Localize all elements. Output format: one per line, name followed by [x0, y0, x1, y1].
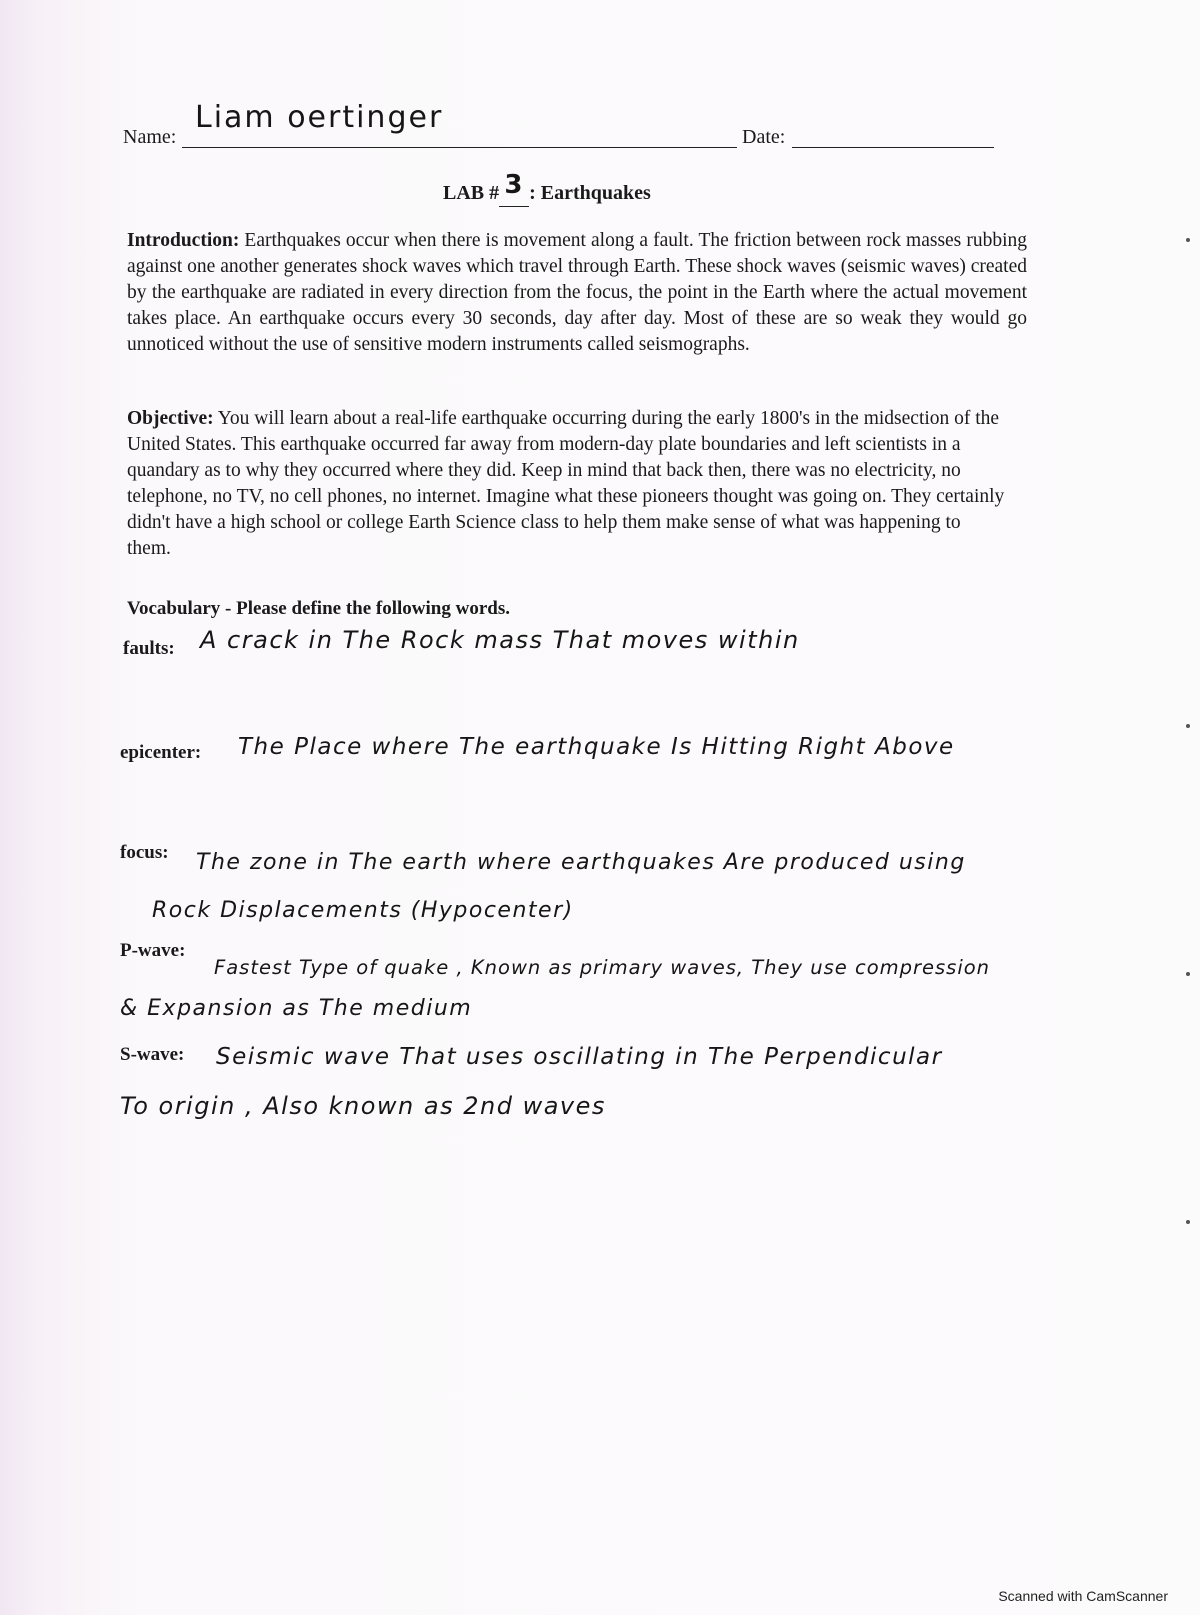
name-line [182, 147, 737, 148]
student-name: Liam oertinger [195, 100, 444, 135]
scan-speck [1186, 238, 1190, 242]
date-label: Date: [742, 126, 786, 148]
lab-suffix: : Earthquakes [529, 182, 651, 204]
objective-paragraph [127, 406, 1007, 562]
scan-speck [1186, 972, 1190, 976]
vocabulary-title: Vocabulary - Please define the following words. [127, 598, 510, 619]
answer-faults-line-1: A crack in The Rock mass That moves within [200, 626, 800, 654]
introduction-paragraph [127, 228, 1027, 358]
answer-focus-line-1: The zone in The earth where earthquakes Are produced using [196, 850, 966, 875]
answer-p-wave-line-1: Fastest Type of quake , Known as primary waves, They use compression [214, 956, 991, 979]
lab-prefix: LAB # [443, 182, 500, 204]
camscanner-watermark: Scanned with CamScanner [998, 1588, 1168, 1604]
name-label: Name: [123, 126, 177, 148]
objective-text: You will learn about a real-life earthquake occurring during the early 1800's in the midsection of the United States. This earthquake occurred far away from modern-day plate boundaries and left scientists in a quandary as to why they occurred where they did. Keep in mind that back then, there was no electricity, no telephone, no TV, no cell phones, no internet. Imagine what these pioneers thought was going on. They certainly didn't have a high school or college Earth Science class to help them make sense of what was happening to them. [127, 408, 1005, 559]
date-line [792, 147, 994, 148]
term-epicenter: epicenter: [120, 742, 202, 763]
answer-epicenter-line-1: The Place where The earthquake Is Hitting Right Above [238, 734, 955, 760]
objective-heading: Objective: [127, 408, 214, 429]
lab-number: 3 [504, 170, 524, 200]
term-focus: focus: [120, 842, 169, 863]
term-p-wave: P-wave: [120, 940, 186, 961]
term-faults: faults: [123, 638, 175, 659]
answer-p-wave-line-2: & Expansion as The medium [120, 996, 473, 1021]
answer-s-wave-line-2: To origin , Also known as 2nd waves [120, 1092, 606, 1120]
lab-number-blank [499, 170, 529, 207]
lab-title [443, 170, 651, 207]
answer-s-wave-line-1: Seismic wave That uses oscillating in The Perpendicular [216, 1044, 943, 1070]
scan-speck [1186, 724, 1190, 728]
term-s-wave: S-wave: [120, 1044, 185, 1065]
scan-speck [1186, 1220, 1190, 1224]
introduction-text: Earthquakes occur when there is movement along a fault. The friction between rock masses rubbing against one another generates shock waves which travel through Earth. These shock waves (seismic waves) created by the earthquake are radiated in every direction from the focus, the point in the Earth where the actual movement takes place. An earthquake occurs every 30 seconds, day after day. Most of these are so weak they would go unnoticed without the use of sensitive modern instruments called seismographs. [127, 230, 1027, 355]
introduction-heading: Introduction: [127, 230, 240, 251]
answer-focus-line-2: Rock Displacements (Hypocenter) [152, 898, 574, 923]
